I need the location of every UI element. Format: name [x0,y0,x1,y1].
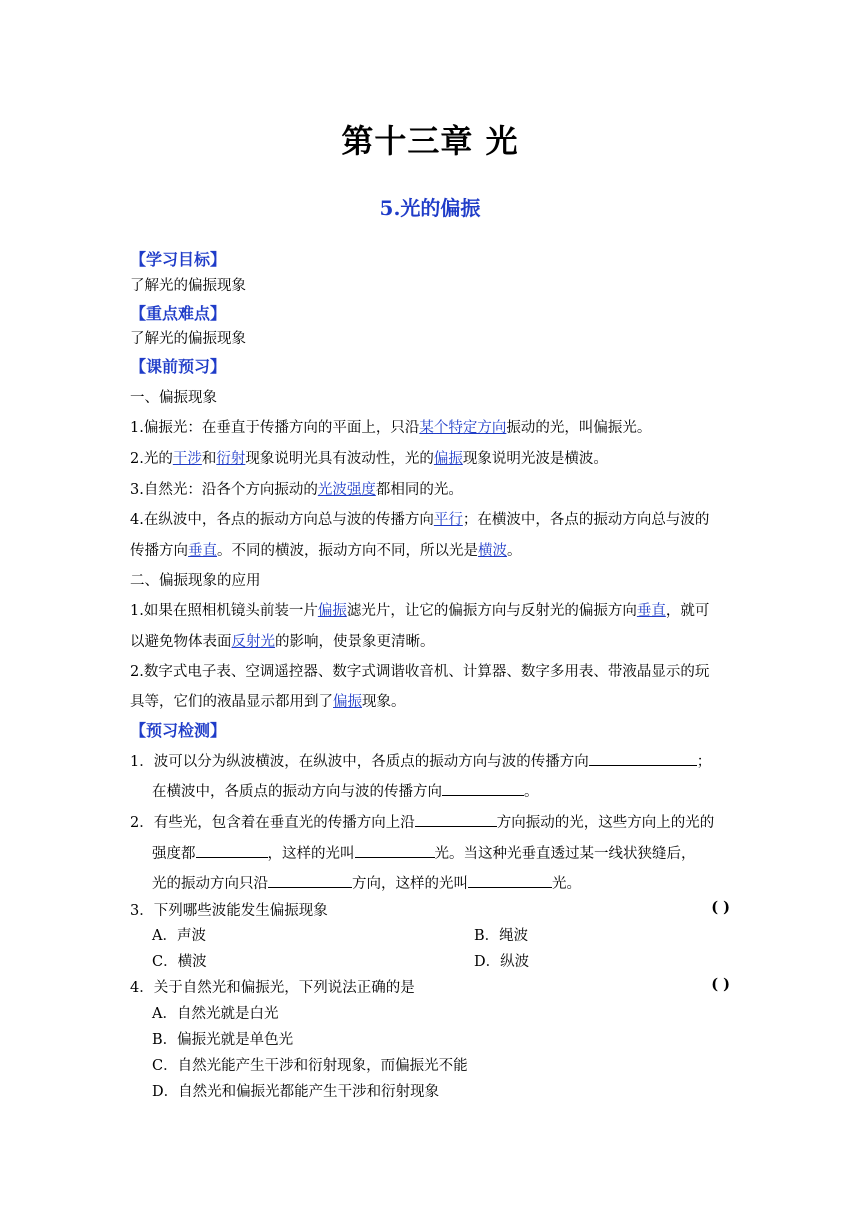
question-2-line-1: 2．有些光，包含着在垂直光的传播方向上沿 方向振动的光，这些方向上的光的 [130,811,714,832]
answer-blank[interactable] [355,843,435,858]
section-title: 5.光的偏振 [379,196,481,220]
part1-title: 一、偏振现象 [130,390,217,406]
question-2-line-3: 光的振动方向只沿 方向，这样的光叫 光。 [152,872,581,893]
preview-item-5-line-1: 1.如果在照相机镜头前装一片偏振滤光片，让它的偏振方向与反射光的偏振方向垂直，就可 [130,603,710,619]
preview-heading: 【课前预习】 [130,357,227,376]
answer-link: 某个特定方向 [419,420,507,436]
preview-item-4-line-2: 传播方向垂直。不同的横波，振动方向不同，所以光是横波。 [130,543,522,559]
answer-link: 偏振 [317,603,347,619]
question-1-line-1: 1．波可以分为纵波横波，在纵波中，各质点的振动方向与波的传播方向 ； [130,750,711,771]
key-points-heading: 【重点难点】 [130,304,227,323]
question-3-option-a[interactable]: A．声波 [152,928,206,944]
question-4-option-d[interactable]: D．自然光和偏振光都能产生干涉和衍射现象 [152,1084,440,1100]
answer-parentheses[interactable]: ( ) [711,899,730,916]
answer-link: 横波 [478,543,507,559]
answer-blank[interactable] [442,781,524,796]
answer-link: 反射光 [231,634,275,650]
question-3-option-b[interactable]: B．绳波 [474,928,529,944]
answer-link: 干涉 [172,451,202,467]
learning-goal-heading: 【学习目标】 [130,250,227,269]
question-4-option-b[interactable]: B．偏振光就是单色光 [152,1032,294,1048]
question-4-stem: 4．关于自然光和偏振光，下列说法正确的是 [130,980,415,996]
preview-item-1: 1.偏振光：在垂直于传播方向的平面上，只沿某个特定方向振动的光，叫偏振光。 [130,420,652,436]
question-4-option-a[interactable]: A．自然光就是白光 [152,1006,279,1022]
answer-blank[interactable] [468,873,552,888]
answer-link: 垂直 [636,603,666,619]
answer-link: 平行 [433,512,463,528]
answer-blank[interactable] [589,751,697,766]
learning-goal-text: 了解光的偏振现象 [130,278,246,294]
question-3-stem: 3．下列哪些波能发生偏振现象 [130,903,328,919]
question-4-option-c[interactable]: C．自然光能产生干涉和衍射现象，而偏振光不能 [152,1058,468,1074]
answer-link: 光波强度 [317,482,376,498]
answer-link: 偏振 [433,451,463,467]
preview-item-2: 2.光的干涉和衍射现象说明光具有波动性，光的偏振现象说明光波是横波。 [130,451,608,467]
answer-link: 衍射 [216,451,246,467]
preview-item-6-line-2: 具等，它们的液晶显示都用到了偏振现象。 [130,694,406,710]
question-3-option-d[interactable]: D．纵波 [474,954,530,970]
part2-title: 二、偏振现象的应用 [130,573,261,589]
question-2-line-2: 强度都 ，这样的光叫 光。当这种光垂直透过某一线状狭缝后， [152,842,696,863]
preview-item-5-line-2: 以避免物体表面反射光的影响，使景象更清晰。 [130,634,435,650]
answer-blank[interactable] [415,812,497,827]
answer-blank[interactable] [196,843,268,858]
answer-link: 偏振 [333,694,362,710]
preview-item-6-line-1: 2.数字式电子表、空调遥控器、数字式调谐收音机、计算器、数字多用表、带液晶显示的玩 [130,664,710,680]
preview-item-3: 3.自然光：沿各个方向振动的光波强度都相同的光。 [130,482,463,498]
question-1-line-2: 在横波中，各质点的振动方向与波的传播方向 。 [152,780,539,801]
preview-item-4-line-1: 4.在纵波中，各点的振动方向总与波的传播方向平行；在横波中，各点的振动方向总与波的 [130,512,710,528]
chapter-title: 第十三章 光 [341,122,519,160]
check-heading: 【预习检测】 [130,721,227,740]
answer-blank[interactable] [268,873,352,888]
key-points-text: 了解光的偏振现象 [130,331,246,347]
question-3-option-c[interactable]: C．横波 [152,954,207,970]
answer-link: 垂直 [188,543,217,559]
answer-parentheses[interactable]: ( ) [711,976,730,993]
